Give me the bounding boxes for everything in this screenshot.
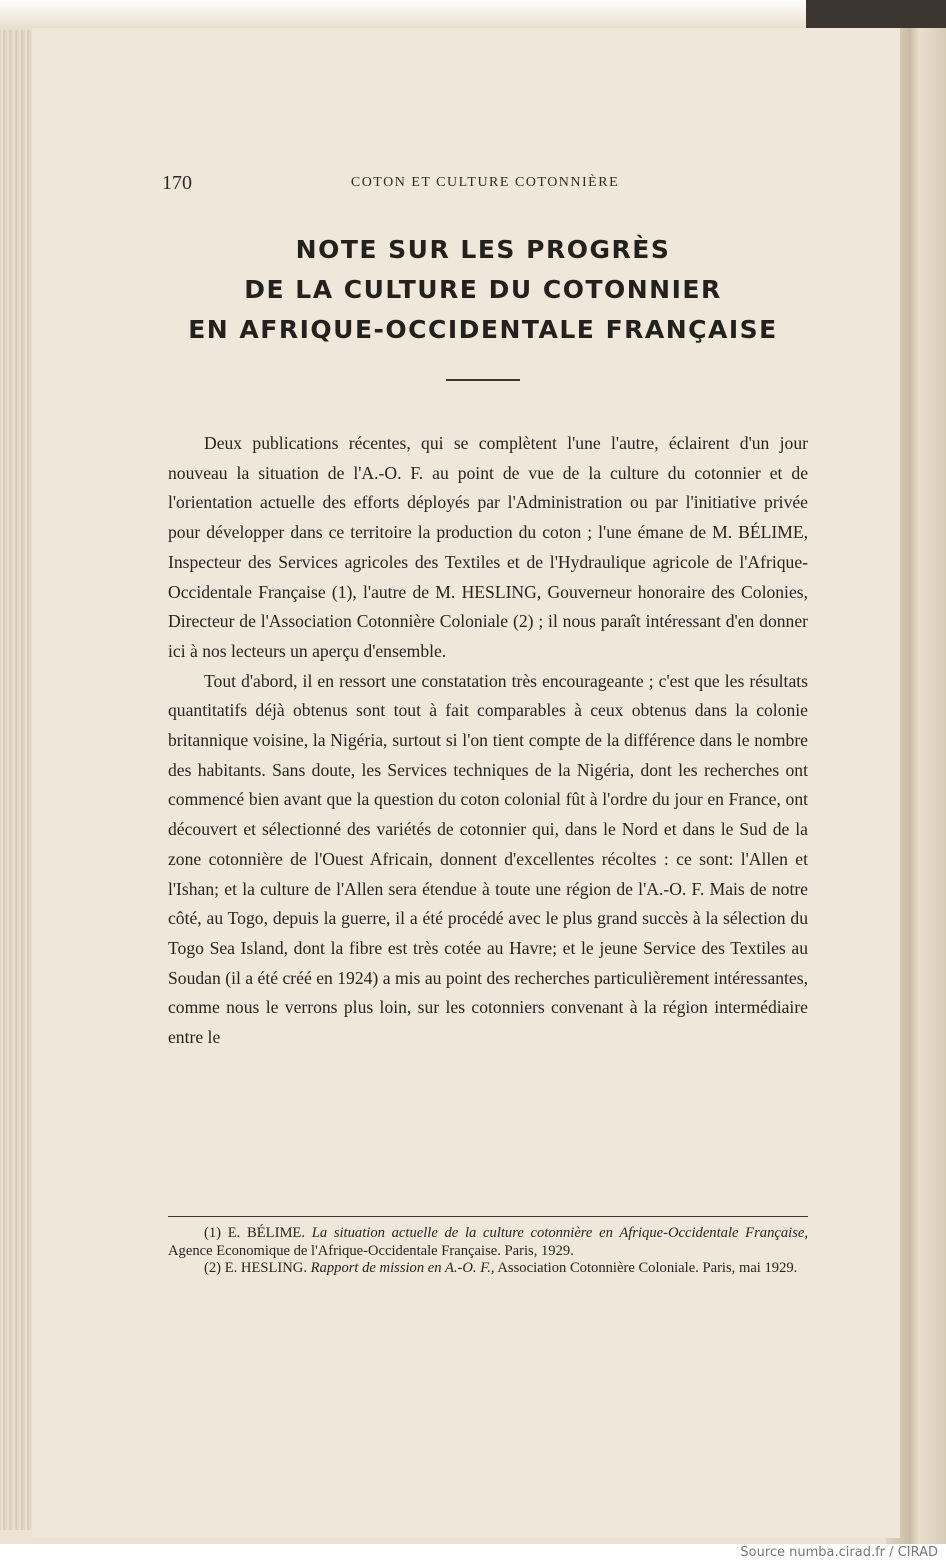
footnote-marker: (2) (204, 1260, 222, 1277)
footnote-2 (168, 1260, 808, 1278)
footnote-separator-rule (168, 1216, 808, 1217)
footnote-author: E. HESLING. (224, 1260, 307, 1277)
paragraph-1: Deux publications récentes, qui se complètent l'une l'autre, éclairent d'un jour nouveau la situation de l'A.-O. F. au point de vue de la culture du cotonnier et de l'orientation actuelle des efforts déployés par l'Administration ou par l'initiative privée pour développer dans ce territoire la production du coton ; l'une émane de M. BÉLIME, Inspecteur des Services agricoles des Textiles et de l'Hydraulique agricole de l'Afrique-Occidentale Française (1), l'autre de M. HESLING, Gouverneur honoraire des Colonies, Directeur de l'Association Cotonnière Coloniale (2) ; il nous paraît intéressant d'en donner ici à nos lecteurs un aperçu d'ensemble. (168, 433, 808, 661)
source-credit[interactable]: Source numba.cirad.fr / CIRAD (740, 1545, 938, 1560)
running-header (162, 172, 808, 196)
title-line-1: NOTE SUR LES PROGRÈS (295, 235, 671, 264)
footnote-work-title: La situation actuelle de la culture cotonnière en Afrique-Occidentale Française, (311, 1225, 808, 1241)
running-title: COTON ET CULTURE COTONNIÈRE (350, 175, 620, 190)
footnote-work-title: Rapport de mission en A.-O. F., (310, 1260, 495, 1277)
title-separator-rule (446, 379, 520, 381)
footnote-publication: Agence Economique de l'Afrique-Occidentale Française. Paris, 1929. (168, 1242, 574, 1259)
footnotes (168, 1225, 808, 1278)
book-top-edge (0, 0, 810, 30)
footnote-publication: Association Cotonnière Coloniale. Paris, mai 1929. (497, 1260, 798, 1277)
footnote-author: E. BÉLIME. (227, 1225, 305, 1241)
paragraph-2: Tout d'abord, il en ressort une constatation très encourageante ; c'est que les résultats quantitatifs déjà obtenus sont tout à fait comparables à ceux obtenus dans la colonie britannique voisine, la Nigéria, surtout si l'on tient compte de la différence dans le nombre des habitants. Sans doute, les Services techniques de la Nigéria, dont les recherches ont commencé bien avant que la question du coton colonial fût à l'ordre du jour en France, ont découvert et sélectionné des variétés de cotonnier qui, dans le Nord et dans le Sud de la zone cotonnière de l'Ouest Africain, donnent d'excellentes récoltes : ce sont: l'Allen et l'Ishan; et la culture de l'Allen sera étendue à toute une région de l'A.-O. F. Mais de notre côté, au Togo, depuis la guerre, il a été procédé avec le plus grand succès à la sélection du Togo Sea Island, dont la fibre est très cotée au Havre; et le jeune Service des Textiles au Soudan (il a été créé en 1924) a mis au point des recherches particulièrement intéressantes, comme nous le verrons plus loin, sur les cotonniers convenant à la région intermédiaire entre le (168, 670, 808, 1048)
footnote-1 (168, 1225, 808, 1260)
footnote-marker: (1) (204, 1225, 222, 1241)
title-line-2: DE LA CULTURE DU COTONNIER (244, 275, 722, 304)
title-line-3: EN AFRIQUE-OCCIDENTALE FRANÇAISE (188, 315, 778, 344)
article-body (168, 429, 808, 1053)
article-title (110, 230, 856, 350)
dark-corner (806, 0, 946, 28)
page-number: 170 (162, 172, 192, 194)
